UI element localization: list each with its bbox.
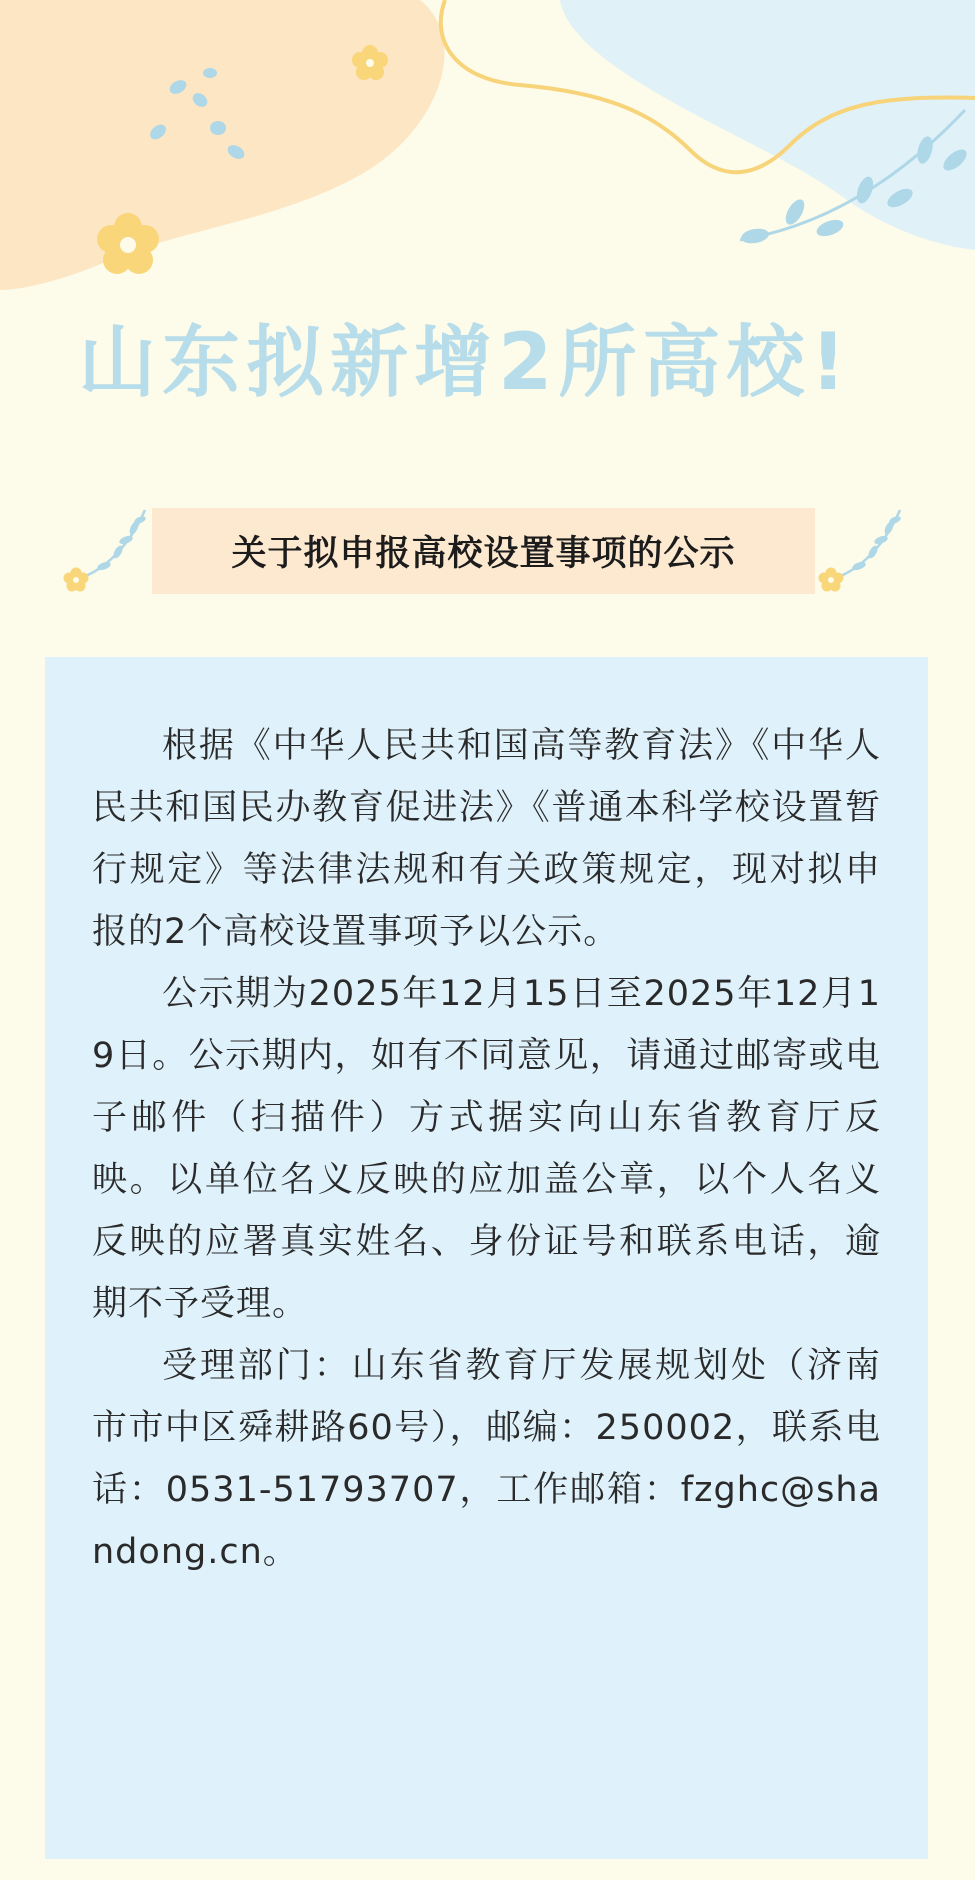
notice-paragraph-contact: 受理部门：山东省教育厅发展规划处（济南市市中区舜耕路60号），邮编：250002，联系电话：0531-51793707，工作邮箱：fzghc@shandong.cn。 — [92, 1346, 881, 1572]
subtitle-box — [152, 508, 815, 594]
notice-paragraph-period: 公示期为2025年12月15日至2025年12月19日。公示期内，如有不同意见，请通过邮寄或电子邮件（扫描件）方式据实向山东省教育厅反映。以单位名义反映的应加盖公章，以个人名义反映的应署真实姓名、身份证号和联系电话，逾期不予受理。 — [92, 974, 881, 1324]
notice-body — [45, 657, 928, 1859]
subtitle-banner — [60, 500, 915, 600]
notice-paragraph-legal-basis: 根据《中华人民共和国高等教育法》《中华人民共和国民办教育促进法》《普通本科学校设置暂行规定》等法律法规和有关政策规定，现对拟申报的2个高校设置事项予以公示。 — [92, 726, 881, 952]
leaf-sprig-icon — [815, 500, 915, 600]
subtitle-text: 关于拟申报高校设置事项的公示 — [231, 534, 736, 574]
page-title: 山东拟新增2所高校! — [78, 318, 852, 408]
blue-blob — [560, 0, 975, 250]
leaf-sprig-icon — [60, 500, 160, 600]
peach-blob — [0, 0, 444, 290]
